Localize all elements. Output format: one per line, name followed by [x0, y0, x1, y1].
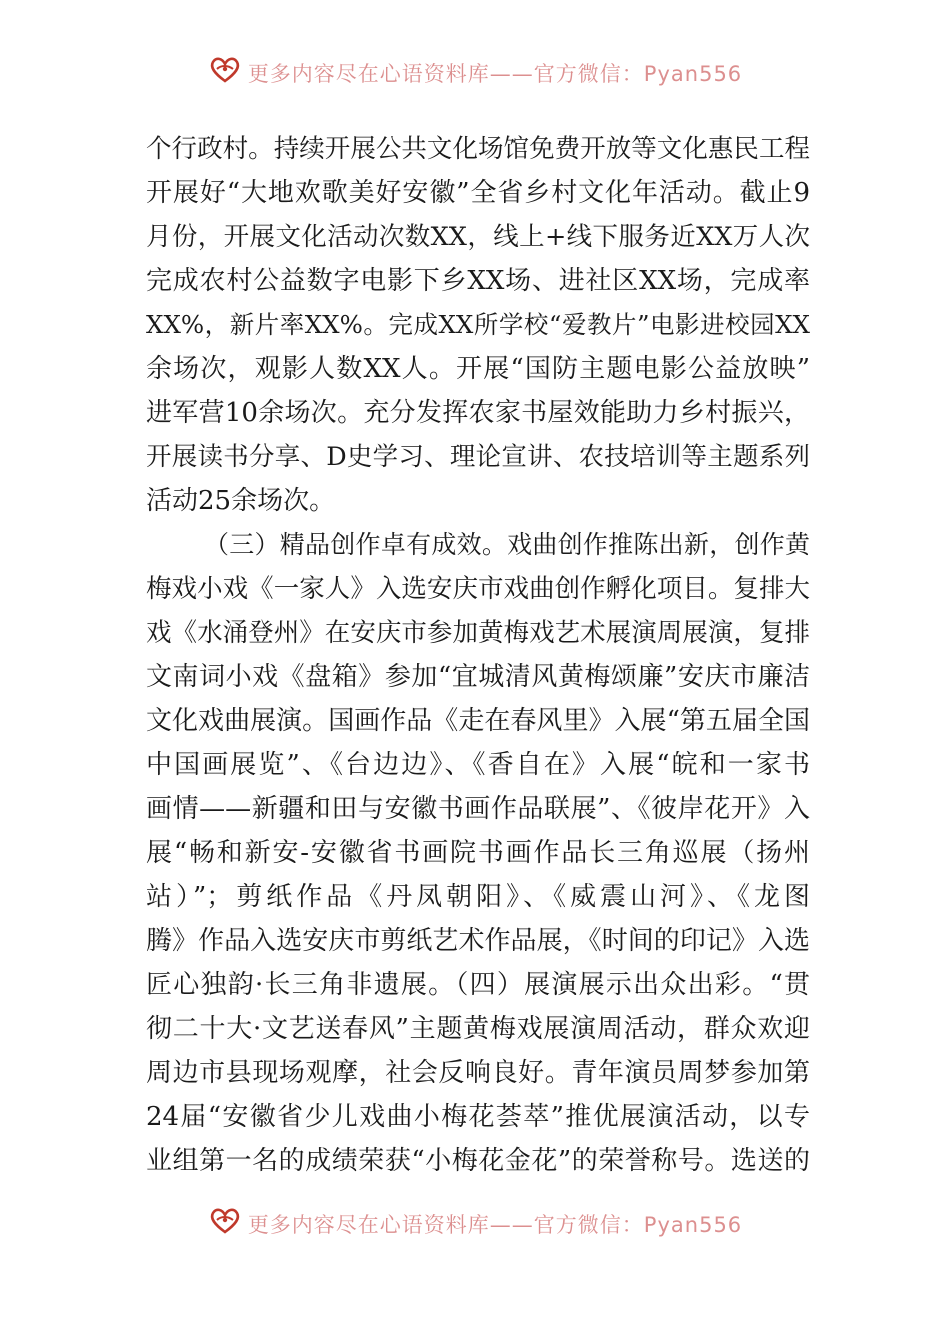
watermark-text: 更多内容尽在心语资料库——官方微信：Pyan556 — [247, 62, 743, 86]
text-line: 24届“安徽省少儿戏曲小梅花荟萃”推优展演活动，以专 — [146, 1102, 810, 1132]
footer-watermark — [0, 1201, 950, 1241]
text-line: 个行政村。持续开展公共文化场馆免费开放等文化惠民工程 — [146, 134, 810, 164]
text-line: 匠心独韵·长三角非遗展。（四）展演展示出众出彩。“贯 — [146, 970, 810, 1000]
text-line: 腾》作品入选安庆市剪纸艺术作品展，《时间的印记》入选 — [146, 926, 810, 956]
header-watermark — [0, 50, 950, 90]
watermark-text: 更多内容尽在心语资料库——官方微信：Pyan556 — [247, 1213, 743, 1237]
text-line: 梅戏小戏《一家人》入选安庆市戏曲创作孵化项目。复排大 — [146, 574, 810, 604]
text-line: 活动25余场次。 — [146, 486, 336, 516]
text-line: 进军营10余场次。充分发挥农家书屋效能助力乡村振兴， — [146, 398, 810, 428]
heart-logo-icon — [208, 55, 242, 85]
text-line: 画情——新疆和田与安徽书画作品联展”、《彼岸花开》入 — [146, 794, 810, 824]
text-line: 展“畅和新安-安徽省书画院书画作品长三角巡展（扬州 — [146, 838, 810, 868]
text-line: 余场次，观影人数XX人。开展“国防主题电影公益放映” — [146, 354, 810, 384]
paragraph-1 — [146, 127, 810, 523]
text-line: 站）”；剪纸作品《丹凤朝阳》、《威震山河》、《龙图 — [146, 882, 810, 912]
text-line: XX%，新片率XX%。完成XX所学校“爱教片”电影进校园XX — [146, 310, 810, 339]
text-line: 彻二十大·文艺送春风”主题黄梅戏展演周活动，群众欢迎 — [146, 1014, 810, 1044]
text-line: 开展好“大地欢歌美好安徽”全省乡村文化年活动。截止9 — [146, 178, 810, 208]
text-line: 月份，开展文化活动次数XX，线上+线下服务近XX万人次 — [146, 222, 810, 252]
text-line: 完成农村公益数字电影下乡XX场、进社区XX场，完成率 — [146, 266, 810, 296]
text-line: 周边市县现场观摩，社会反响良好。青年演员周梦参加第 — [146, 1058, 810, 1088]
text-line: 文南词小戏《盘箱》参加“宜城清风黄梅颂廉”安庆市廉洁 — [146, 662, 810, 692]
text-line: 开展读书分享、D史学习、理论宣讲、农技培训等主题系列 — [146, 442, 810, 472]
heart-logo-icon — [208, 1206, 242, 1236]
text-line: 文化戏曲展演。国画作品《走在春风里》入展“第五届全国 — [146, 706, 810, 736]
paragraph-2 — [146, 523, 810, 1183]
text-line: 业组第一名的成绩荣获“小梅花金花”的荣誉称号。选送的 — [146, 1146, 810, 1176]
text-line: 戏《水涌登州》在安庆市参加黄梅戏艺术展演周展演，复排 — [146, 618, 810, 648]
text-line: （三）精品创作卓有成效。戏曲创作推陈出新，创作黄 — [204, 530, 810, 559]
text-line: 中国画展览”、《台边边》、《香自在》入展“皖和一家书 — [146, 750, 810, 780]
document-body — [146, 127, 810, 1183]
